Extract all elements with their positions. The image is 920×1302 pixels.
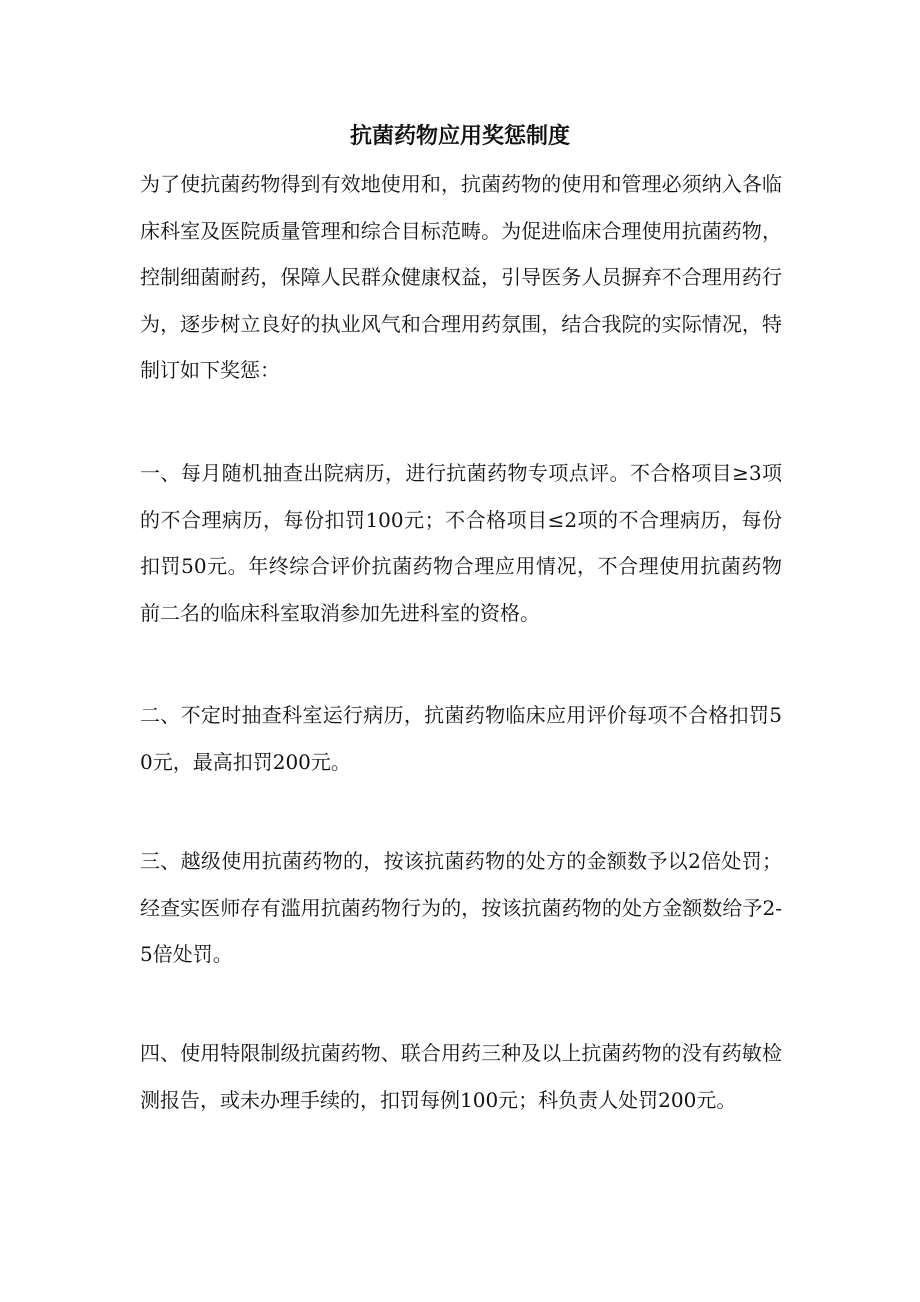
clause-4-paragraph: 四、使用特限制级抗菌药物、联合用药三种及以上抗菌药物的没有药敏检测报告，或未办理手续的，扣罚每例100元；科负责人处罚200元。 bbox=[140, 1041, 782, 1112]
intro-paragraph: 为了使抗菌药物得到有效地使用和，抗菌药物的使用和管理必须纳入各临床科室及医院质量管理和综合目标范畴。为促进临床合理使用抗菌药物，控制细菌耐药，保障人民群众健康权益，引导医务人员摒弃不合理用药行为，逐步树立良好的执业风气和合理用药氛围，结合我院的实际情况，特制订如下奖惩： bbox=[140, 172, 782, 382]
clause-1-paragraph: 一、每月随机抽查出院病历，进行抗菌药物专项点评。不合格项目≥3项的不合理病历，每份扣罚100元；不合格项目≤2项的不合理病历，每份扣罚50元。年终综合评价抗菌药物合理应用情况，不合理使用抗菌药物前二名的临床科室取消参加先进科室的资格。 bbox=[140, 461, 782, 625]
clause-3-paragraph: 三、越级使用抗菌药物的，按该抗菌药物的处方的金额数予以2倍处罚；经查实医师存有滥用抗菌药物行为的，按该抗菌药物的处方金额数给予2-5倍处罚。 bbox=[140, 849, 782, 966]
document-title: 抗菌药物应用奖惩制度 bbox=[349, 123, 570, 149]
clause-2-paragraph: 二、不定时抽查科室运行病历，抗菌药物临床应用评价每项不合格扣罚50元，最高扣罚200元。 bbox=[140, 703, 782, 774]
